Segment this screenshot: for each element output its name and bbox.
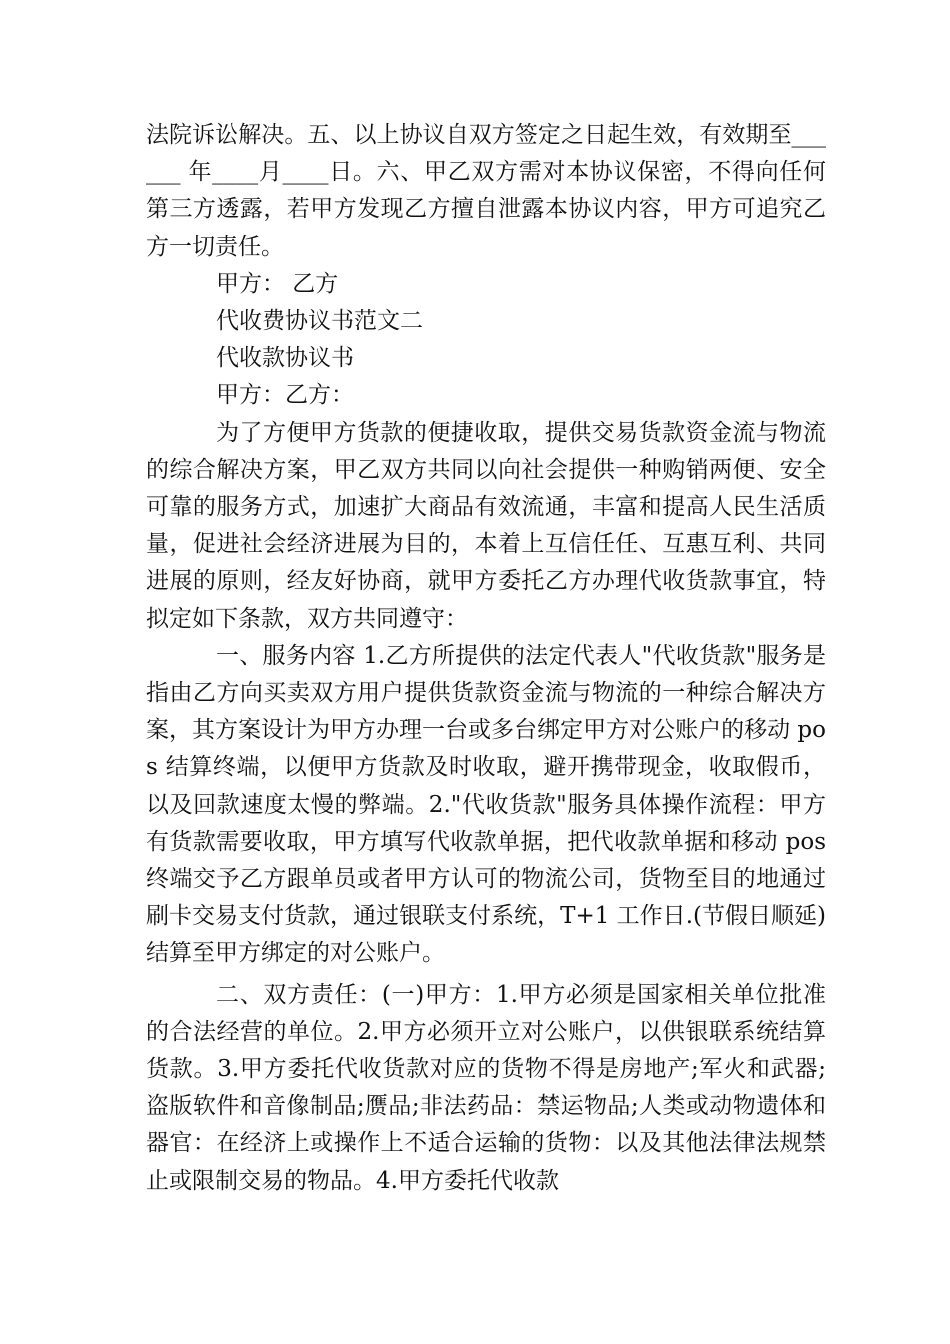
paragraph-parties: 甲方：乙方：: [216, 382, 354, 409]
paragraph-preamble: 为了方便甲方货款的便捷收取，提供交易货款资金流与物流的综合解决方案，甲乙双方共同以向社会提供一种购销两便、安全可靠的服务方式，加速扩大商品有效流通，丰富和提高人民生活质量，促进社会经济进展为目的，本着上互信任任、互惠互利、共同进展的原则，经友好协商，就甲方委托乙方办理代收货款事宜，特拟定如下条款，双方共同遵守：: [146, 419, 826, 632]
paragraph-service-content: 一、服务内容 1.乙方所提供的法定代表人"代收货款"服务是指由乙方向买卖双方用户提供货款资金流与物流的一种综合解决方案，其方案设计为甲方办理一台或多台绑定甲方对公账户的移动 pos 结算终端，以便甲方货款及时收取，避开携带现金，收取假币，以及回款速度太慢的弊端。2."代收货款"服务具体操作流程：甲方有货款需要收取，甲方填写代收款单据，把代收款单据和移动 pos 终端交予乙方跟单员或者甲方认可的物流公司，货物至目的地通过刷卡交易支付货款，通过银联支付系统，T+1 工作日.(节假日顺延)结算至甲方绑定的对公账户。: [146, 642, 826, 967]
paragraph-agreement-title: 代收款协议书: [216, 345, 354, 372]
paragraph-responsibilities: 二、双方责任：(一)甲方：1.甲方必须是国家相关单位批准的合法经营的单位。2.甲方必须开立对公账户，以供银联系统结算货款。3.甲方委托代收货款对应的货物不得是房地产;军火和武器;盗版软件和音像制品;赝品;非法药品：禁运物品;人类或动物遗体和器官：在经济上或操作上不适合运输的货物：以及其他法律法规禁止或限制交易的物品。4.甲方委托代收款: [146, 981, 826, 1194]
paragraph-sample-title: 代收费协议书范文二: [216, 308, 423, 335]
paragraph-signature-parties: 甲方： 乙方: [216, 270, 339, 297]
document-body: [146, 117, 826, 1200]
paragraph-validity-confidentiality: 法院诉讼解决。五、以上协议自双方签定之日起生效，有效期至______ 年____月____日。六、甲乙双方需对本协议保密，不得向任何第三方透露，若甲方发现乙方擅自泄露本协议内容，甲方可追究乙方一切责任。: [146, 122, 826, 260]
